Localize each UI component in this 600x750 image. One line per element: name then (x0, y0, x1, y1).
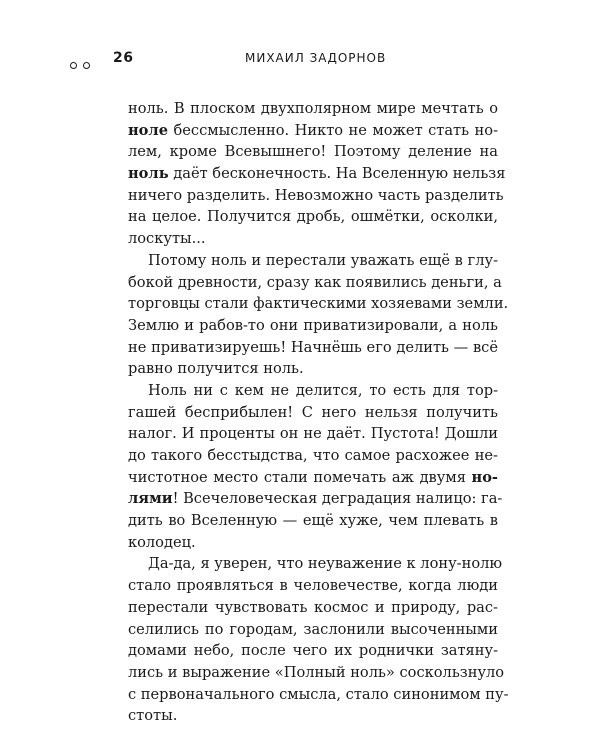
text-line: лоскуты... (128, 230, 206, 248)
decorative-circles (70, 56, 96, 64)
text-line: равно получится ноль. (128, 360, 304, 378)
bold-word: ноль (128, 165, 169, 183)
text-line: Землю и рабов-то они приватизировали, а ноль (128, 316, 498, 334)
text-line: лись и выражение «Полный ноль» соскользнуло (128, 663, 505, 681)
text-span: ! Всечеловеческая деградация налицо: га- (172, 490, 503, 508)
text-span: бессмысленно. Никто не может стать но- (168, 121, 498, 139)
text-line: Потому ноль и перестали уважать ещё в глу- (148, 251, 498, 269)
text-line: лем, кроме Всевышнего! Поэтому деление на (128, 143, 498, 161)
bold-word: лями (128, 490, 173, 508)
circle-icon (83, 62, 90, 69)
bold-word: ноле (128, 121, 168, 139)
text-line: селились по городам, заслонили высоченными (128, 620, 498, 638)
text-line: на целое. Получится дробь, ошмётки, осколки, (128, 208, 498, 226)
text-line: домами небо, после чего их роднички затяну- (128, 642, 498, 660)
text-line: колодец. (128, 533, 196, 551)
text-line: ноль. В плоском двухполярном мире мечтать о (128, 100, 498, 117)
text-line: ничего разделить. Невозможно часть разделить (128, 186, 504, 204)
body-text (128, 98, 509, 727)
text-line (128, 488, 503, 510)
running-title: МИХАИЛ ЗАДОРНОВ (245, 51, 387, 65)
text-line: торговцы стали фактическими хозяевами земли. (128, 295, 509, 313)
page-header (70, 50, 540, 70)
text-line: гашей бесприбылен! С него нельзя получить (128, 403, 498, 421)
text-line: налог. И проценты он не даёт. Пустота! Дошли (128, 425, 498, 443)
text-line: стоты. (128, 707, 178, 725)
circle-icon (70, 62, 77, 69)
text-span: чистотное место стали помечать аж двумя (128, 468, 472, 486)
text-line: дить во Вселенную — ещё хуже, чем плевать в (128, 512, 498, 530)
page-number: 26 (113, 50, 134, 66)
text-line: бокой древности, сразу как появились деньги, а (128, 273, 502, 291)
text-span: даёт бесконечность. На Вселенную нельзя (168, 165, 506, 183)
text-line: не приватизируешь! Начнёшь его делить — всё (128, 338, 498, 356)
text-line: Да-да, я уверен, что неуважение к лону-нолю (148, 555, 503, 573)
bold-word: но- (471, 468, 498, 486)
text-line: перестали чувствовать космос и природу, рас- (128, 598, 498, 616)
text-line (128, 120, 498, 142)
text-line: до такого бесстыдства, что самое расхожее не- (128, 447, 498, 464)
text-line: Ноль ни с кем не делится, то есть для тор- (148, 381, 498, 399)
text-line (128, 467, 498, 489)
text-line (128, 163, 506, 185)
text-line: с первоначального смысла, стало синонимом пу- (128, 685, 509, 703)
text-line: стало проявляться в человечестве, когда люди (128, 577, 498, 595)
